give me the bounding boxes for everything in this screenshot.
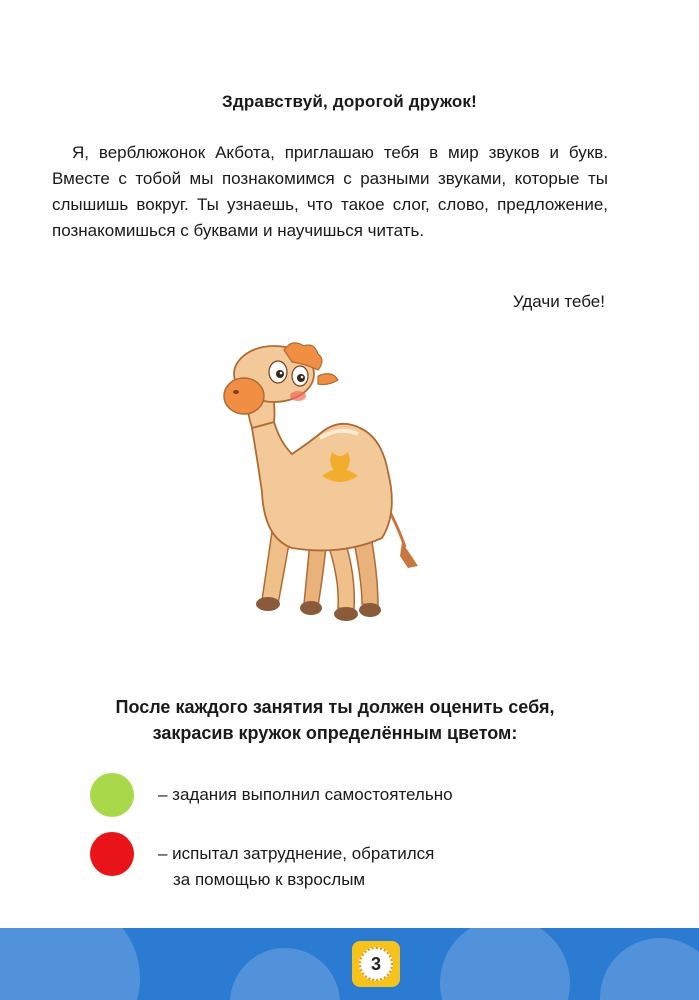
intro-paragraph: Я, верблюжонок Акбота, приглашаю тебя в мир звуков и букв. Вместе с тобой мы познакомимся с разными звуками, которые ты слышишь вокруг. Ты узнаешь, что такое слог, слово, предложение, познакомишься с буквами и научишься читать. (52, 143, 608, 240)
footer-band (0, 928, 699, 1000)
page-number: 3 (359, 947, 393, 981)
legend-red-line-2: за помощью к взрослым (173, 870, 366, 889)
green-circle (90, 773, 134, 817)
red-circle (90, 832, 134, 876)
legend-green-text (158, 773, 453, 808)
page-number-badge (352, 941, 400, 987)
legend-red-line-1: – испытал затруднение, обратился (158, 844, 435, 863)
legend-red-text (158, 832, 434, 893)
legend-item-green (90, 773, 453, 817)
legend-item-red (90, 832, 434, 893)
greeting-heading: Здравствуй, дорогой дружок! (221, 92, 478, 111)
camel-illustration (222, 342, 427, 642)
legend-green-line-1: – задания выполнил самостоятельно (158, 785, 453, 804)
wish-text: Удачи тебе! (512, 292, 605, 311)
instruction-line-2: закрасив кружок определённым цветом: (152, 723, 518, 743)
instruction-heading (0, 694, 670, 746)
instruction-line-1: После каждого занятия ты должен оценить себя, (115, 697, 555, 717)
